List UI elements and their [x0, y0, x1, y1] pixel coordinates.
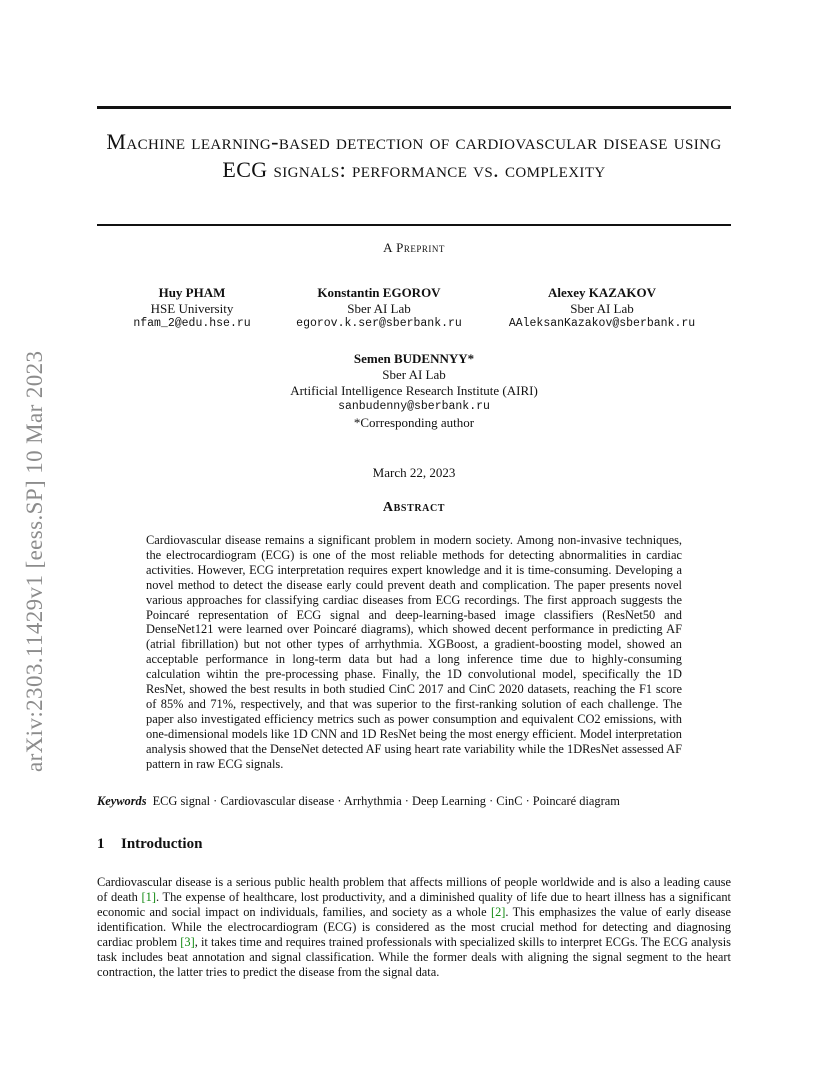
author-name: Huy PHAM — [158, 285, 226, 300]
author-email[interactable]: AAleksanKazakov@sberbank.ru — [508, 317, 696, 330]
author-block — [279, 285, 479, 332]
author-affiliation: Sber AI Lab — [382, 367, 446, 382]
abstract-heading: Abstract — [382, 500, 446, 515]
author-email[interactable]: sanbudenny@sberbank.ru — [338, 400, 490, 413]
author-affiliation: Sber AI Lab — [570, 300, 634, 316]
author-email[interactable]: nfam_2@edu.hse.ru — [133, 317, 251, 330]
citation-link[interactable]: [3] — [180, 935, 195, 949]
intro-text: , it takes time and requires trained professionals with specialized skills to interpret ECGs. The ECG analysis task includes beat annotation and signal classification. While the former deals with aligning the signal segment to the heart contraction, the latter tries to predict the disease from the signal data. — [97, 935, 731, 979]
citation-link[interactable]: [1] — [141, 890, 156, 904]
author-email[interactable]: egorov.k.ser@sberbank.ru — [296, 317, 462, 330]
author-affiliation: HSE University — [150, 300, 234, 316]
introduction-paragraph — [97, 875, 731, 980]
author-name: Alexey KAZAKOV — [548, 285, 656, 300]
section-title: Introduction — [121, 836, 203, 852]
keywords-list: ECG signal · Cardiovascular disease · Arrhythmia · Deep Learning · CinC · Poincaré diagram — [152, 794, 620, 808]
author-affiliation: Artificial Intelligence Research Institute (AIRI) — [290, 383, 538, 398]
abstract-text: Cardiovascular disease remains a significant problem in modern society. Among non-invasive techniques, the electrocardiogram (ECG) is one of the most reliable methods for detecting abnormalities in cardiac activities. However, ECG interpretation requires expert knowledge and it is time-consuming. Developing a novel method to detect the disease early could prevent death and complication. The paper presents novel various approaches for classifying cardiac diseases from ECG recordings. The first approach suggests the Poincaré representation of ECG signal and deep-learning-based image classifiers (ResNet50 and DenseNet121 were learned over Poincaré diagrams), which showed decent performance in predicting AF (atrial fibrillation) but not other types of arrhythmia. XGBoost, a gradient-boosting model, showed an acceptable performance in long-term data but had a long inference time due to highly-consuming calculation wihtin the pre-processing phase. Finally, the 1D convolutional model, specifically the 1D ResNet, showed the best results in both studied CinC 2017 and CinC 2020 datasets, reaching the F1 score of 85% and 71%, respectively, and that was superior to the first-ranking solution of each challenge. The paper also investigated efficiency metrics such as power consumption and equivalent CO2 emissions, with one-dimensional models like 1D CNN and 1D ResNet being the most energy efficient. Model interpretation analysis showed that the DenseNet detected AF using heart rate variability while the 1DResNet assessed AF pattern in raw ECG signals. — [146, 533, 682, 771]
author-affiliation: Sber AI Lab — [347, 300, 411, 316]
title-top-rule — [97, 106, 731, 109]
title-bottom-rule — [97, 224, 731, 226]
citation-link[interactable]: [2] — [490, 905, 506, 919]
intro-text: Cardiovascular disease is a serious public health problem that affects millions of people worldwide and is also a leading cause of death — [97, 875, 731, 904]
author-list — [97, 285, 731, 335]
author-block — [497, 285, 707, 332]
section-heading — [97, 836, 731, 853]
author-block — [117, 285, 267, 332]
keywords-line — [97, 793, 731, 809]
arxiv-identifier-stamp: arXiv:2303.11429v1 [eess.SP] 10 Mar 2023 — [22, 350, 47, 772]
author-name: Semen BUDENNYY* — [353, 351, 475, 366]
keywords-label: Keywords — [97, 794, 147, 808]
author-name: Konstantin EGOROV — [317, 285, 441, 300]
corresponding-author-block — [97, 351, 731, 431]
preprint-label: A Preprint — [383, 240, 445, 255]
intro-text: . The expense of healthcare, lost productivity, and a diminished quality of life due to heart illness has a significant economic and social impact on individuals, families, and society as a whole — [97, 890, 731, 919]
paper-title: Machine learning-based detection of cardiovascular disease using ECG signals: performance vs. complexity — [106, 129, 722, 182]
section-number: 1 — [97, 836, 105, 852]
paper-date: March 22, 2023 — [372, 465, 456, 480]
intro-text: . This emphasizes the value of early disease identification. While the electrocardiogram (ECG) is considered as the most crucial method for detecting and diagnosing cardiac problem — [97, 905, 731, 949]
corresponding-note: *Corresponding author — [353, 415, 475, 430]
